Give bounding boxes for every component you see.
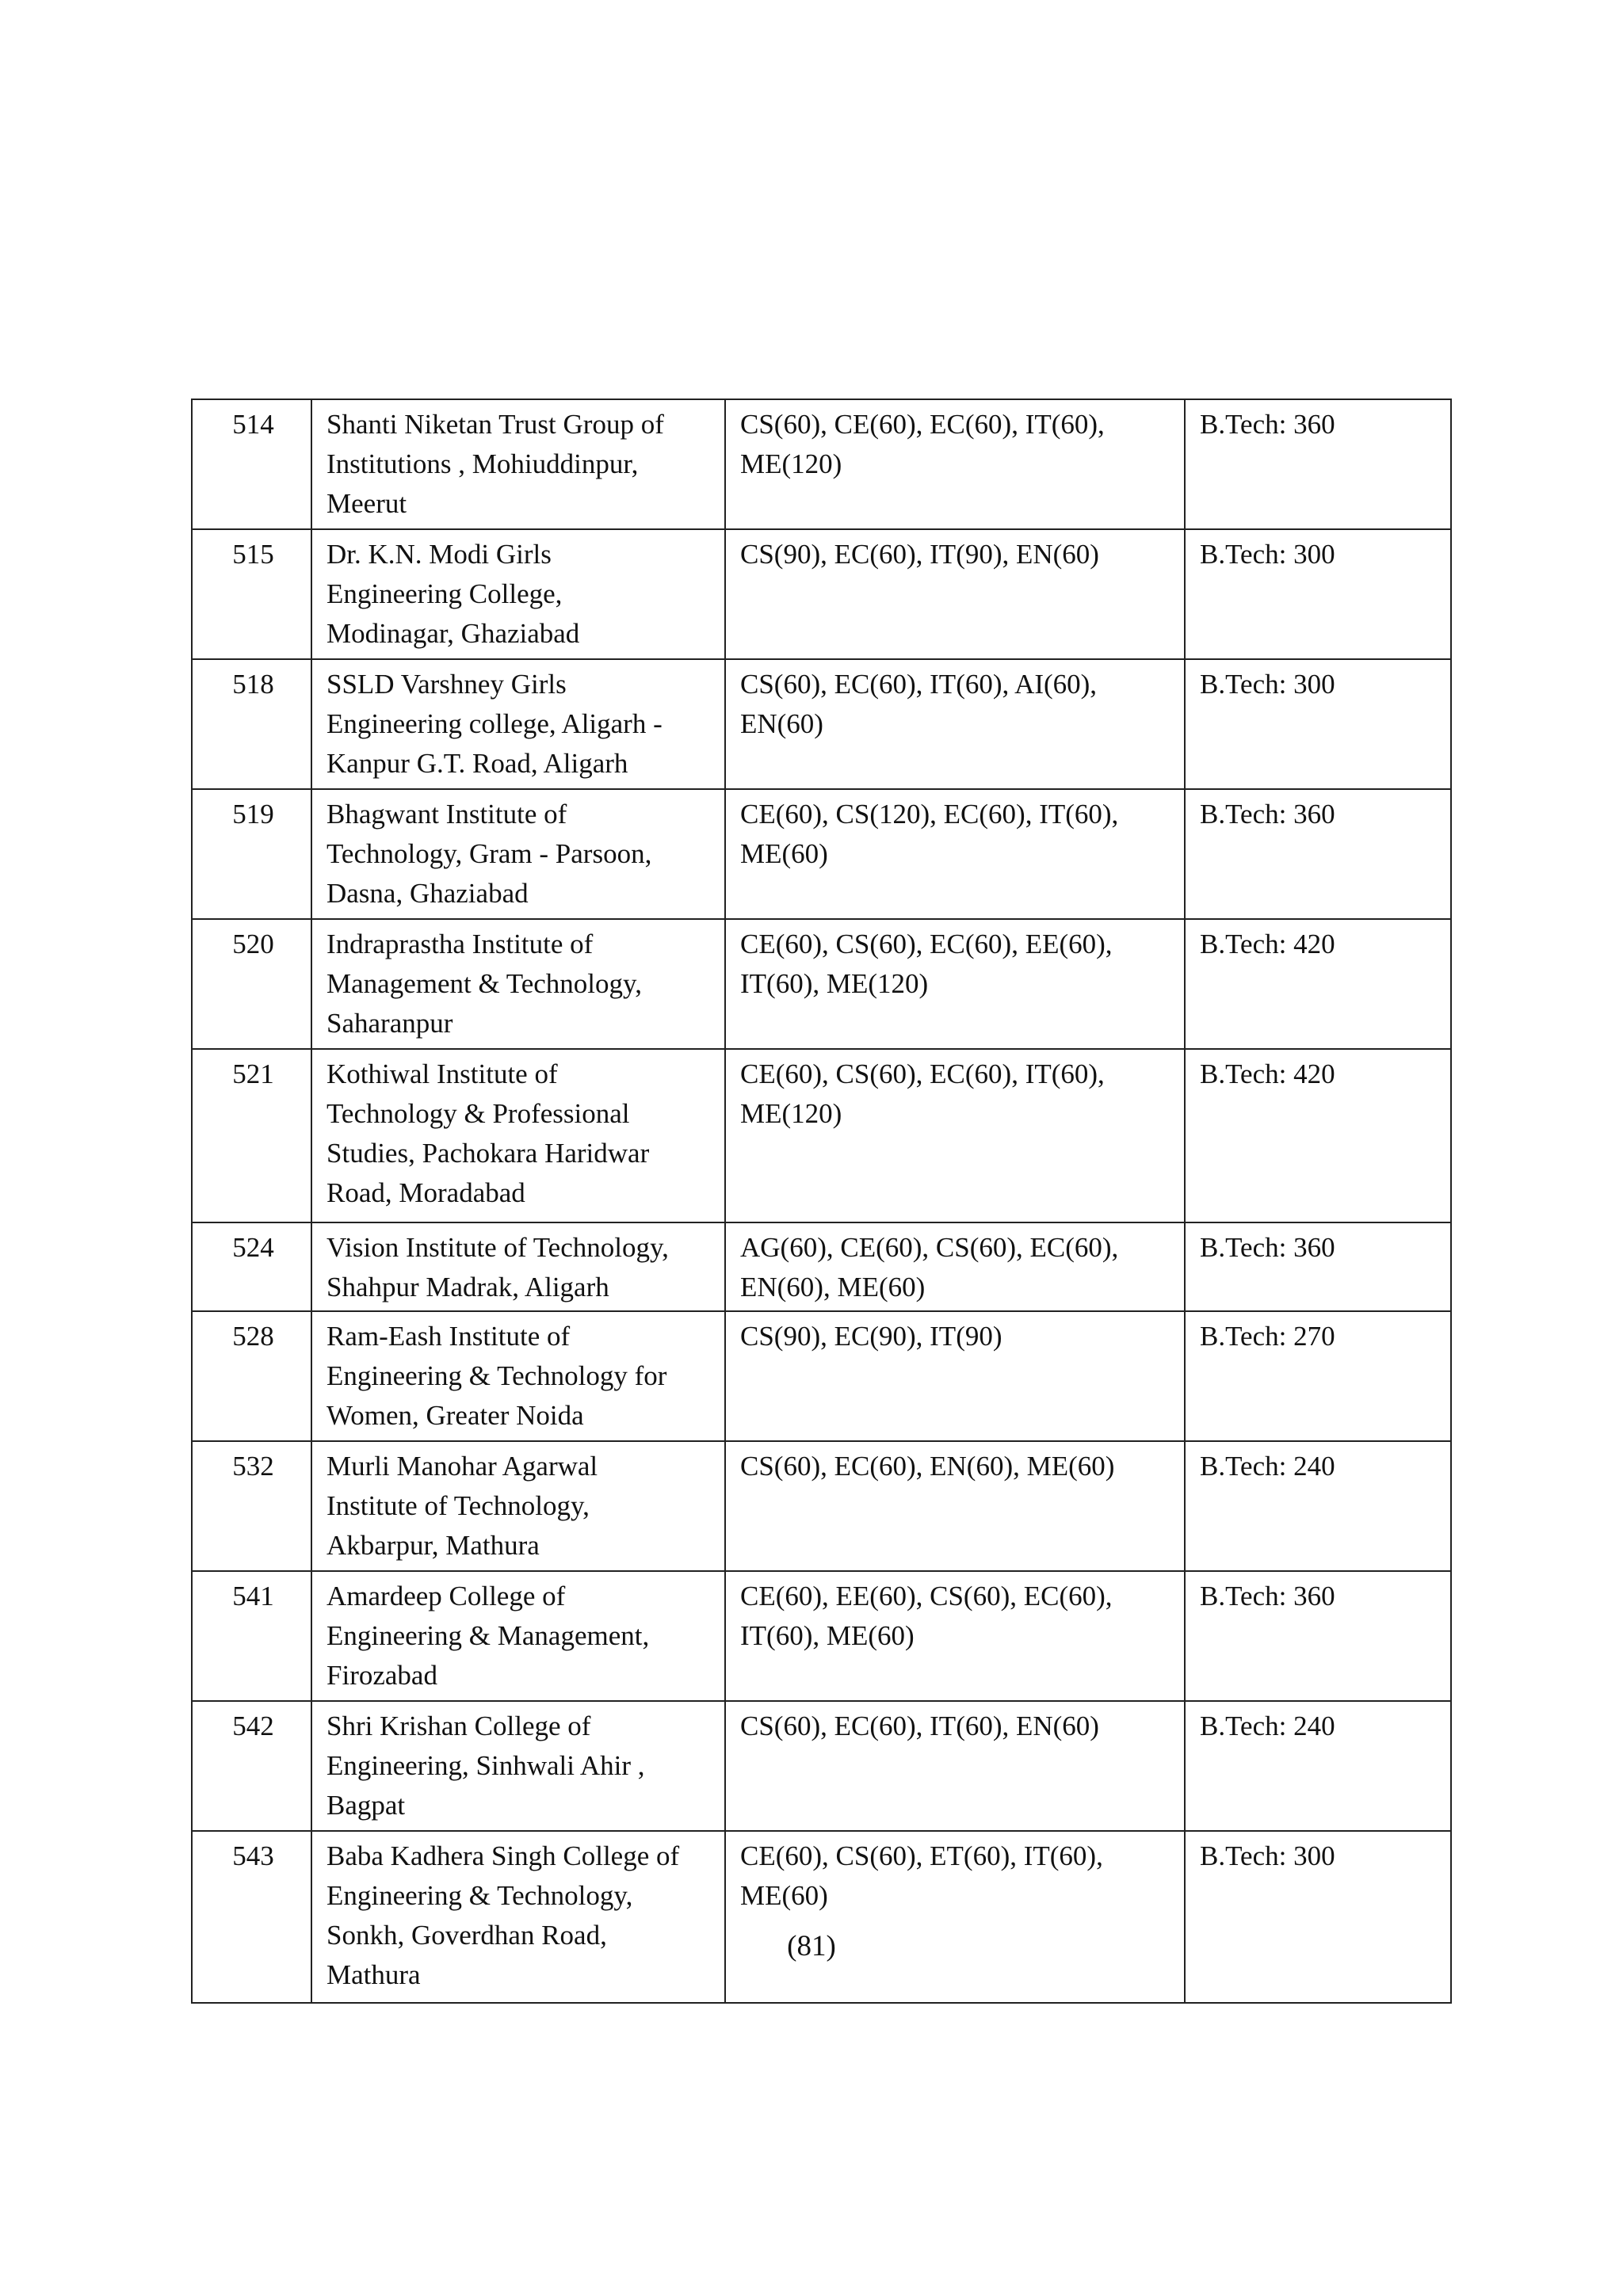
college-name-cell: Murli Manohar Agarwal Institute of Technology, Akbarpur, Mathura <box>311 1441 725 1571</box>
college-code-cell: 514 <box>192 399 311 529</box>
college-code-cell: 519 <box>192 789 311 919</box>
college-name-cell: Kothiwal Institute of Technology & Professional Studies, Pachokara Haridwar Road, Moradabad <box>311 1049 725 1222</box>
table-row <box>192 1831 1451 2003</box>
table-row <box>192 1571 1451 1701</box>
branch-intake-cell: CS(60), CE(60), EC(60), IT(60), ME(120) <box>725 399 1185 529</box>
branch-intake-cell: CS(90), EC(90), IT(90) <box>725 1311 1185 1441</box>
branch-intake-cell: CE(60), CS(60), EC(60), EE(60), IT(60), ME(120) <box>725 919 1185 1049</box>
college-name-cell: SSLD Varshney Girls Engineering college, Aligarh - Kanpur G.T. Road, Aligarh <box>311 659 725 789</box>
branch-intake-cell: CS(60), EC(60), IT(60), EN(60) <box>725 1701 1185 1831</box>
table-row <box>192 1441 1451 1571</box>
total-intake-cell: B.Tech: 240 <box>1185 1441 1451 1571</box>
total-intake-cell: B.Tech: 420 <box>1185 1049 1451 1222</box>
branch-intake-cell: CS(60), EC(60), IT(60), AI(60), EN(60) <box>725 659 1185 789</box>
college-name-cell: Ram-Eash Institute of Engineering & Technology for Women, Greater Noida <box>311 1311 725 1441</box>
branch-intake-cell: CE(60), CS(120), EC(60), IT(60), ME(60) <box>725 789 1185 919</box>
table-row <box>192 1311 1451 1441</box>
college-code-cell: 520 <box>192 919 311 1049</box>
total-intake-cell: B.Tech: 240 <box>1185 1701 1451 1831</box>
college-code-cell: 543 <box>192 1831 311 2003</box>
college-code-cell: 528 <box>192 1311 311 1441</box>
college-name-cell: Baba Kadhera Singh College of Engineering & Technology, Sonkh, Goverdhan Road, Mathura <box>311 1831 725 2003</box>
branch-intake-cell: CS(90), EC(60), IT(90), EN(60) <box>725 529 1185 659</box>
page-number: (81) <box>787 1930 836 1962</box>
college-name-cell: Shanti Niketan Trust Group of Institutions , Mohiuddinpur, Meerut <box>311 399 725 529</box>
branch-intake-cell: CE(60), CS(60), EC(60), IT(60), ME(120) <box>725 1049 1185 1222</box>
total-intake-cell: B.Tech: 300 <box>1185 529 1451 659</box>
total-intake-cell: B.Tech: 270 <box>1185 1311 1451 1441</box>
college-name-cell: Amardeep College of Engineering & Management, Firozabad <box>311 1571 725 1701</box>
total-intake-cell: B.Tech: 300 <box>1185 1831 1451 2003</box>
table-row <box>192 1049 1451 1222</box>
total-intake-cell: B.Tech: 300 <box>1185 659 1451 789</box>
college-code-cell: 521 <box>192 1049 311 1222</box>
total-intake-cell: B.Tech: 360 <box>1185 1222 1451 1311</box>
table-row <box>192 399 1451 529</box>
table-row <box>192 659 1451 789</box>
college-code-cell: 532 <box>192 1441 311 1571</box>
branch-intake-cell: CE(60), CS(60), ET(60), IT(60), ME(60) <box>725 1831 1185 2003</box>
college-table-body <box>192 399 1451 2003</box>
college-code-cell: 541 <box>192 1571 311 1701</box>
college-name-cell: Bhagwant Institute of Technology, Gram - Parsoon, Dasna, Ghaziabad <box>311 789 725 919</box>
total-intake-cell: B.Tech: 360 <box>1185 1571 1451 1701</box>
college-code-cell: 542 <box>192 1701 311 1831</box>
table-row <box>192 789 1451 919</box>
college-name-cell: Shri Krishan College of Engineering, Sinhwali Ahir , Bagpat <box>311 1701 725 1831</box>
college-code-cell: 518 <box>192 659 311 789</box>
table-row <box>192 1701 1451 1831</box>
college-name-cell: Indraprastha Institute of Management & Technology, Saharanpur <box>311 919 725 1049</box>
total-intake-cell: B.Tech: 360 <box>1185 789 1451 919</box>
branch-intake-cell: CE(60), EE(60), CS(60), EC(60), IT(60), ME(60) <box>725 1571 1185 1701</box>
table-row <box>192 1222 1451 1311</box>
branch-intake-cell: AG(60), CE(60), CS(60), EC(60), EN(60), ME(60) <box>725 1222 1185 1311</box>
branch-intake-cell: CS(60), EC(60), EN(60), ME(60) <box>725 1441 1185 1571</box>
college-name-cell: Dr. K.N. Modi Girls Engineering College, Modinagar, Ghaziabad <box>311 529 725 659</box>
table-row <box>192 529 1451 659</box>
college-code-cell: 524 <box>192 1222 311 1311</box>
college-code-cell: 515 <box>192 529 311 659</box>
college-table <box>191 399 1452 2004</box>
total-intake-cell: B.Tech: 420 <box>1185 919 1451 1049</box>
total-intake-cell: B.Tech: 360 <box>1185 399 1451 529</box>
table-row <box>192 919 1451 1049</box>
college-name-cell: Vision Institute of Technology, Shahpur Madrak, Aligarh <box>311 1222 725 1311</box>
